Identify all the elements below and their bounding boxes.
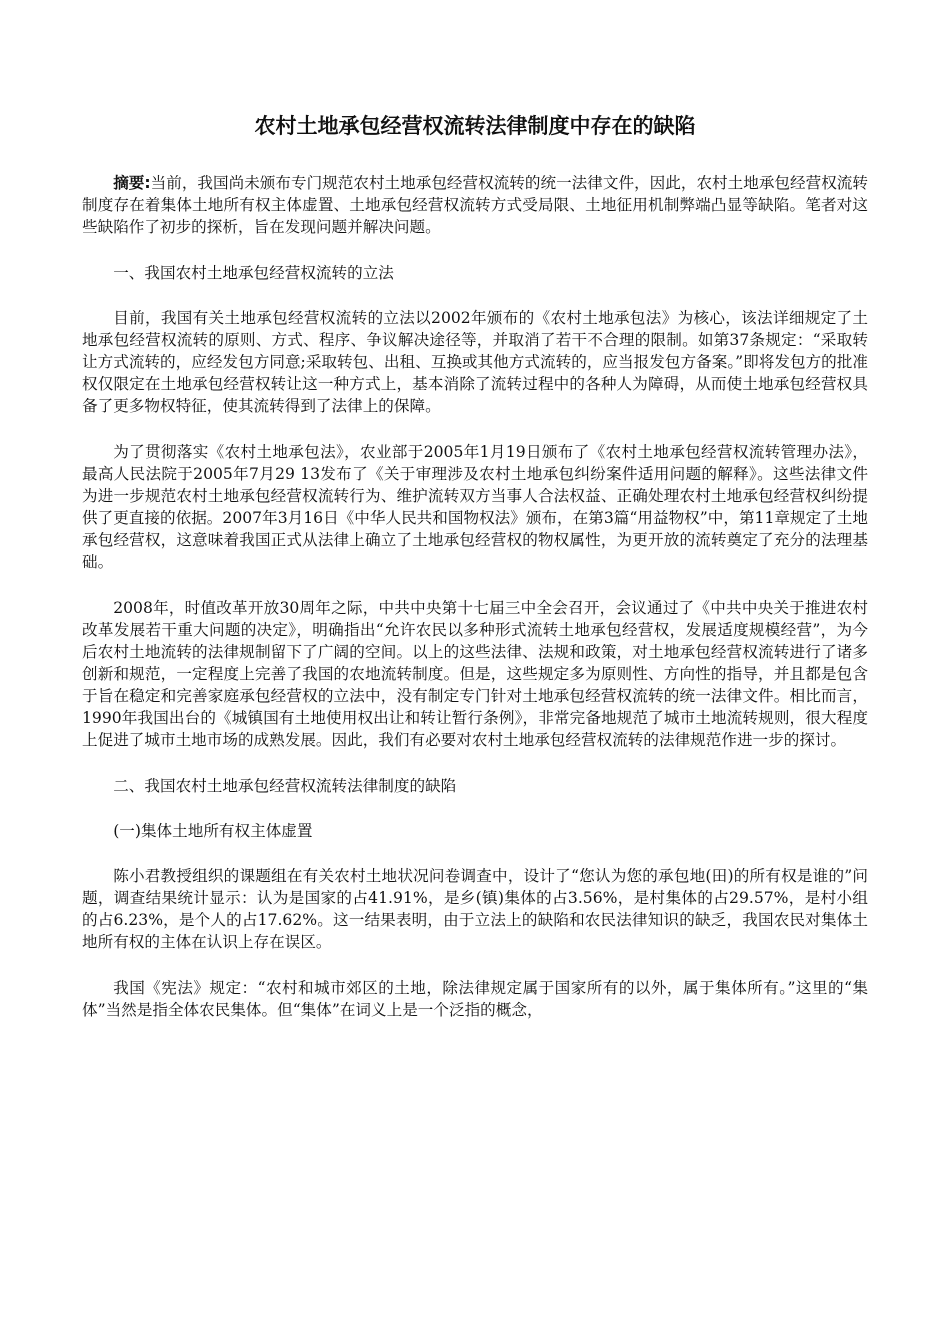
paragraph-3: 2008年，时值改革开放30周年之际，中共中央第十七届三中全会召开，会议通过了《中共中央关于推进农村改革发展若干重大问题的决定》，明确指出“允许农民以多种形式流转土地承包经营权，发展适度规模经营”，为今后农村土地流转的法律规制留下了广阔的空间。以上的这些法律、法规和政策，对土地承包经营权流转进行了诸多创新和规范，一定程度上完善了我国的农地流转制度。但是，这些规定多为原则性、方向性的指导，并且都是包含于旨在稳定和完善家庭承包经营权的立法中，没有制定专门针对土地承包经营权流转的统一法律文件。相比而言，1990年我国出台的《城镇国有土地使用权出让和转让暂行条例》，非常完备地规范了城市土地流转规则，很大程度上促进了城市土地市场的成熟发展。因此，我们有必要对农村土地承包经营权流转的法律规范作进一步的探讨。	[82, 599, 868, 749]
section-2-heading: 二、我国农村土地承包经营权流转法律制度的缺陷	[113, 777, 457, 795]
paragraph-5: 我国《宪法》规定：“农村和城市郊区的土地，除法律规定属于国家所有的以外，属于集体所有。”这里的“集体”当然是指全体农民集体。但“集体”在词义上是一个泛指的概念，	[82, 979, 868, 1019]
abstract-text: 当前，我国尚未颁布专门规范农村土地承包经营权流转的统一法律文件，因此，农村土地承包经营权流转制度存在着集体土地所有权主体虚置、土地承包经营权流转方式受局限、土地征用机制弊端凸显等缺陷。笔者对这些缺陷作了初步的探析，旨在发现问题并解决问题。	[82, 174, 868, 236]
subsection-1-heading: (一)集体土地所有权主体虚置	[113, 822, 313, 840]
paragraph-4: 陈小君教授组织的课题组在有关农村土地状况问卷调查中，设计了“您认为您的承包地(田)的所有权是谁的”问题，调查结果统计显示：认为是国家的占41.91%，是乡(镇)集体的占3.56%，是村集体的占29.57%，是村小组的占6.23%，是个人的占17.62%。这一结果表明，由于立法上的缺陷和农民法律知识的缺乏，我国农民对集体土地所有权的主体在认识上存在误区。	[82, 867, 868, 951]
paragraph-1: 目前，我国有关土地承包经营权流转的立法以2002年颁布的《农村土地承包法》为核心，该法详细规定了土地承包经营权流转的原则、方式、程序、争议解决途径等，并取消了若干不合理的限制。如第37条规定：“采取转让方式流转的，应经发包方同意;采取转包、出租、互换或其他方式流转的，应当报发包方备案。”即将发包方的批准权仅限定在土地承包经营权转让这一种方式上，基本消除了流转过程中的各种人为障碍，从而使土地承包经营权具备了更多物权特征，使其流转得到了法律上的保障。	[82, 309, 868, 415]
abstract-label: 摘要:	[113, 174, 151, 192]
document-title: 农村土地承包经营权流转法律制度中存在的缺陷	[254, 114, 696, 138]
document-body	[82, 172, 868, 1045]
paragraph-2: 为了贯彻落实《农村土地承包法》，农业部于2005年1月19日颁布了《农村土地承包经营权流转管理办法》，最高人民法院于2005年7月29 13发布了《关于审理涉及农村土地承包纠纷案件适用问题的解释》。这些法律文件为进一步规范农村土地承包经营权流转行为、维护流转双方当事人合法权益、正确处理农村土地承包经营权纠纷提供了更直接的依据。2007年3月16日《中华人民共和国物权法》颁布，在第3篇“用益物权”中，第11章规定了土地承包经营权，这意味着我国正式从法律上确立了土地承包经营权的物权属性，为更开放的流转奠定了充分的法理基础。	[82, 443, 868, 571]
section-1-heading: 一、我国农村土地承包经营权流转的立法	[113, 264, 394, 282]
abstract-paragraph	[82, 172, 868, 238]
